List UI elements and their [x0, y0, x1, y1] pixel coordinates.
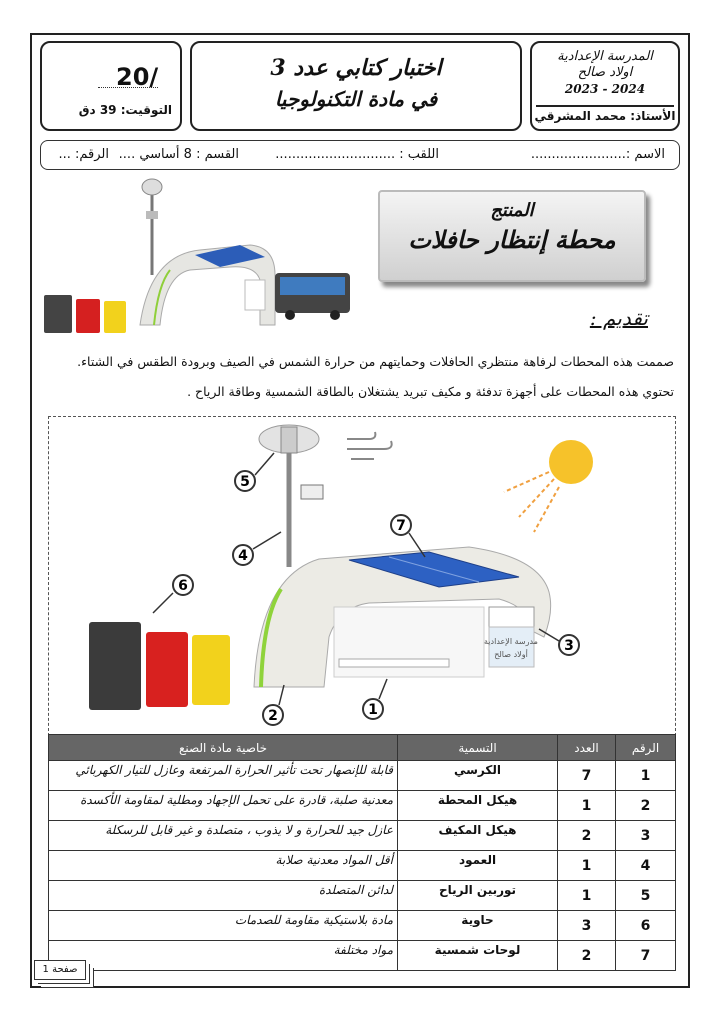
row-number: 2	[616, 791, 676, 821]
callout-2: 2	[268, 708, 278, 724]
student-name-field[interactable]: الاسم :.......................	[530, 147, 665, 162]
col-header-number: الرقم	[616, 735, 676, 761]
row-property[interactable]: أقل المواد معدنية صلابة	[49, 851, 398, 881]
intro-paragraph-2: تحتوي هذه المحطات على أجهزة تدفئة و مكيف تبريد يشتغلان بالطاقة الشمسية وطاقة الرياح .	[187, 384, 674, 399]
materials-table	[48, 734, 676, 971]
row-name: لوحات شمسية	[398, 941, 558, 971]
row-name: الكرسي	[398, 761, 558, 791]
teacher-name: الأستاذ: محمد المشرقي	[534, 109, 676, 123]
row-property[interactable]: لدائن المتصلدة	[49, 881, 398, 911]
row-count: 1	[558, 851, 616, 881]
bus-stop-diagram	[49, 417, 675, 735]
row-name: العمود	[398, 851, 558, 881]
table-row	[49, 911, 676, 941]
col-header-name: التسمية	[398, 735, 558, 761]
row-property[interactable]: عازل جيد للحرارة و لا يذوب ، متصلدة و غير قابل للرسكلة	[49, 821, 398, 851]
bin-red	[146, 632, 188, 707]
exam-title-box	[190, 41, 522, 131]
row-property[interactable]: مواد مختلفة	[49, 941, 398, 971]
table-row	[49, 851, 676, 881]
table-row	[49, 821, 676, 851]
divider	[536, 105, 674, 107]
school-town: اولاد صالح	[577, 65, 633, 80]
row-number: 6	[616, 911, 676, 941]
row-count: 2	[558, 941, 616, 971]
diagram-frame	[48, 416, 676, 736]
row-count: 1	[558, 791, 616, 821]
row-name: حاوية	[398, 911, 558, 941]
row-number: 4	[616, 851, 676, 881]
table-row	[49, 881, 676, 911]
row-property[interactable]: مادة بلاستيكية مقاومة للصدمات	[49, 911, 398, 941]
score-total: 20/	[116, 63, 159, 91]
exam-timer: التوقيت: 39 دق	[78, 103, 172, 117]
sun-icon	[549, 440, 593, 484]
bus-stop-illustration	[40, 175, 370, 335]
bin-black	[89, 622, 141, 710]
row-count: 3	[558, 911, 616, 941]
score-box	[40, 41, 182, 131]
student-number-field[interactable]: الرقم: ...	[58, 147, 109, 162]
intro-paragraph-1: صممت هذه المحطات لرفاهة منتظري الحافلات وحمايتهم من حرارة الشمس في الصيف وبرودة الطقس في الشتاء.	[77, 354, 674, 369]
product-label: المنتج	[490, 200, 534, 221]
row-count: 7	[558, 761, 616, 791]
row-number: 3	[616, 821, 676, 851]
row-name: توربين الرياح	[398, 881, 558, 911]
callout-5: 5	[240, 474, 250, 490]
exam-subject: في مادة التكنولوجيا	[274, 87, 438, 111]
school-name: المدرسة الإعدادية	[557, 49, 653, 64]
student-class-field[interactable]: القسم : 8 أساسي ....	[118, 147, 239, 162]
row-count: 2	[558, 821, 616, 851]
row-number: 5	[616, 881, 676, 911]
row-number: 7	[616, 941, 676, 971]
student-info-box	[40, 140, 680, 170]
ac-label-1: مدرسة الإعدادية	[484, 637, 538, 646]
callout-7: 7	[396, 518, 406, 534]
row-name: هيكل المحطة	[398, 791, 558, 821]
row-count: 1	[558, 881, 616, 911]
callout-6: 6	[178, 578, 188, 594]
callout-4: 4	[238, 548, 248, 564]
row-name: هيكل المكيف	[398, 821, 558, 851]
row-number: 1	[616, 761, 676, 791]
table-row	[49, 791, 676, 821]
product-banner	[378, 190, 646, 282]
row-property[interactable]: قابلة للإنصهار تحت تأثير الحرارة المرتفعة وعازل للتيار الكهربائي	[49, 761, 398, 791]
callout-1: 1	[368, 702, 378, 718]
school-box	[530, 41, 680, 131]
school-year: 2024 - 2023	[564, 82, 646, 96]
page-number: صفحة 1	[34, 960, 86, 980]
table-row	[49, 941, 676, 971]
table-row	[49, 761, 676, 791]
bin-yellow	[192, 635, 230, 705]
col-header-count: العدد	[558, 735, 616, 761]
col-header-property: خاصية مادة الصنع	[49, 735, 398, 761]
intro-heading: تقديم :	[589, 306, 648, 330]
row-property[interactable]: معدنية صلبة، قادرة على تحمل الإجهاد ومطلية لمقاومة الأكسدة	[49, 791, 398, 821]
wind-icon	[347, 432, 392, 459]
ac-label-2: أولاد صالح	[494, 650, 528, 659]
product-name: محطة إنتظار حافلات	[408, 225, 616, 254]
exam-title: اختبار كتابي عدد 3	[270, 55, 442, 81]
student-surname-field[interactable]: اللقب : .............................	[275, 147, 439, 162]
callout-3: 3	[564, 638, 574, 654]
